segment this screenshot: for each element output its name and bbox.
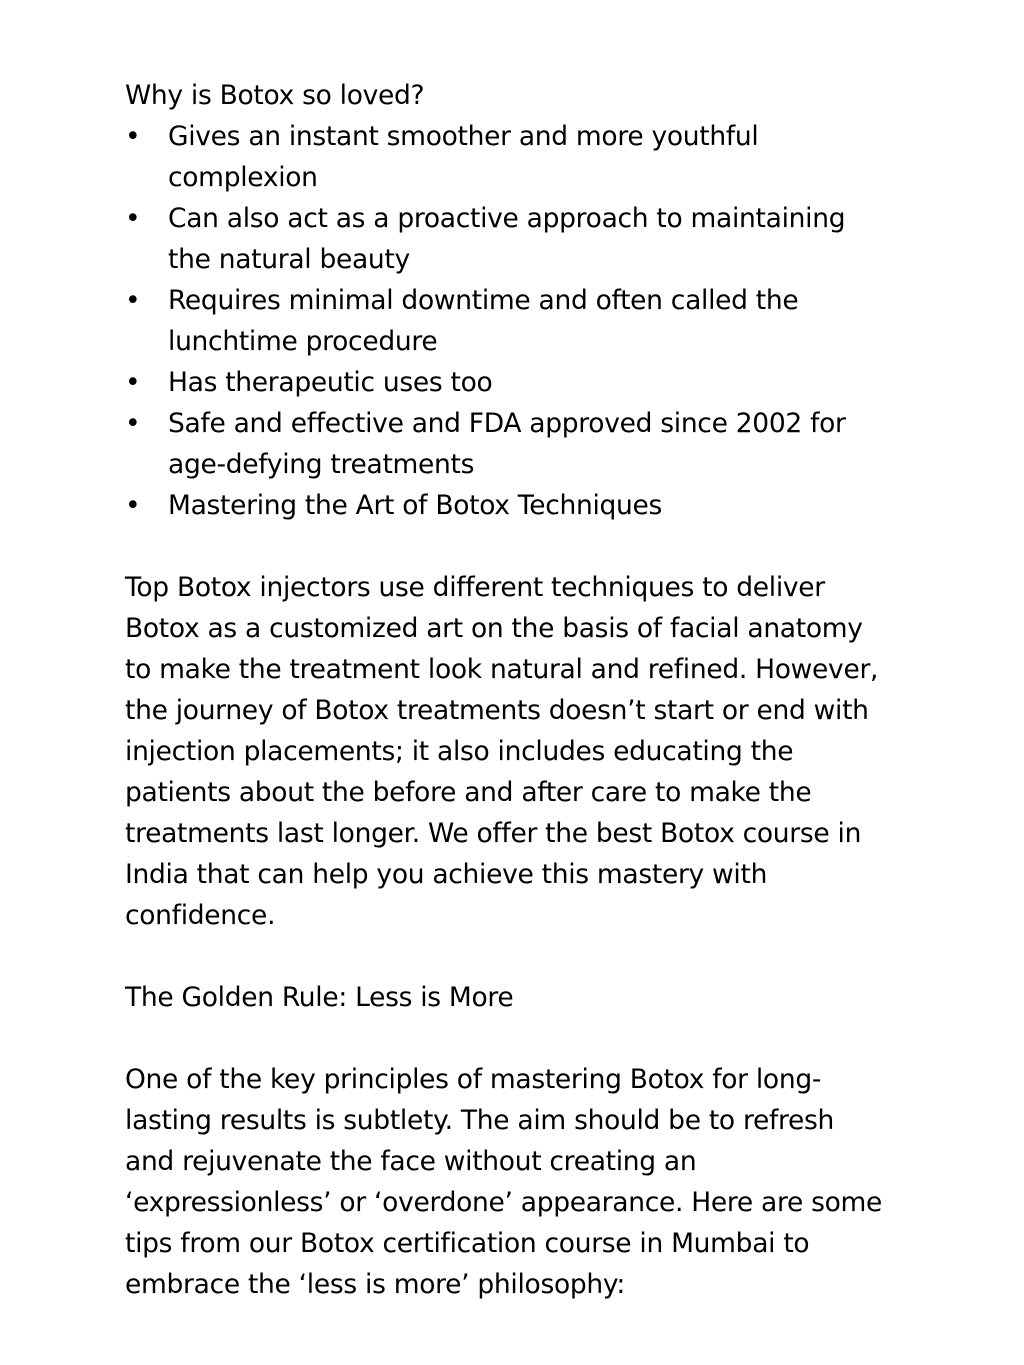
spacer [125,526,885,567]
list-item-text: Has therapeutic uses too [168,367,493,398]
list-item-text: Mastering the Art of Botox Techniques [168,490,663,521]
bullet-icon: • [125,203,141,234]
list-item [125,280,885,362]
list-item [125,485,885,526]
list-item-text: Gives an instant smoother and more youthful complexion [168,121,759,193]
list-item [125,198,885,280]
benefits-list [125,116,885,526]
document-page [125,75,885,1305]
list-item [125,362,885,403]
spacer [125,936,885,977]
list-item [125,116,885,198]
bullet-icon: • [125,408,141,439]
techniques-paragraph: Top Botox injectors use different techniques to deliver Botox as a customized art on the basis of facial anatomy to make the treatment look natural and refined. However, the journey of Botox treatments doesn’t start or end with injection placements; it also includes educating the patients about the before and after care to make the treatments last longer. We offer the best Botox course in India that can help you achieve this mastery with confidence. [125,572,879,931]
spacer [125,1018,885,1059]
subtlety-paragraph: One of the key principles of mastering Botox for long-lasting results is subtlety. The aim should be to refresh and rejuvenate the face without creating an ‘expressionless’ or ‘overdone’ appearance. Here are some tips from our Botox certification course in Mumbai to embrace the ‘less is more’ philosophy: [125,1064,883,1300]
list-item-text: Requires minimal downtime and often called the lunchtime procedure [168,285,799,357]
bullet-icon: • [125,367,141,398]
bullet-icon: • [125,490,141,521]
list-item-text: Safe and effective and FDA approved since 2002 for age-defying treatments [168,408,846,480]
bullet-icon: • [125,285,141,316]
golden-rule-heading: The Golden Rule: Less is More [125,982,514,1013]
bullet-icon: • [125,121,141,152]
intro-heading: Why is Botox so loved? [125,80,425,111]
list-item [125,403,885,485]
list-item-text: Can also act as a proactive approach to maintaining the natural beauty [168,203,846,275]
